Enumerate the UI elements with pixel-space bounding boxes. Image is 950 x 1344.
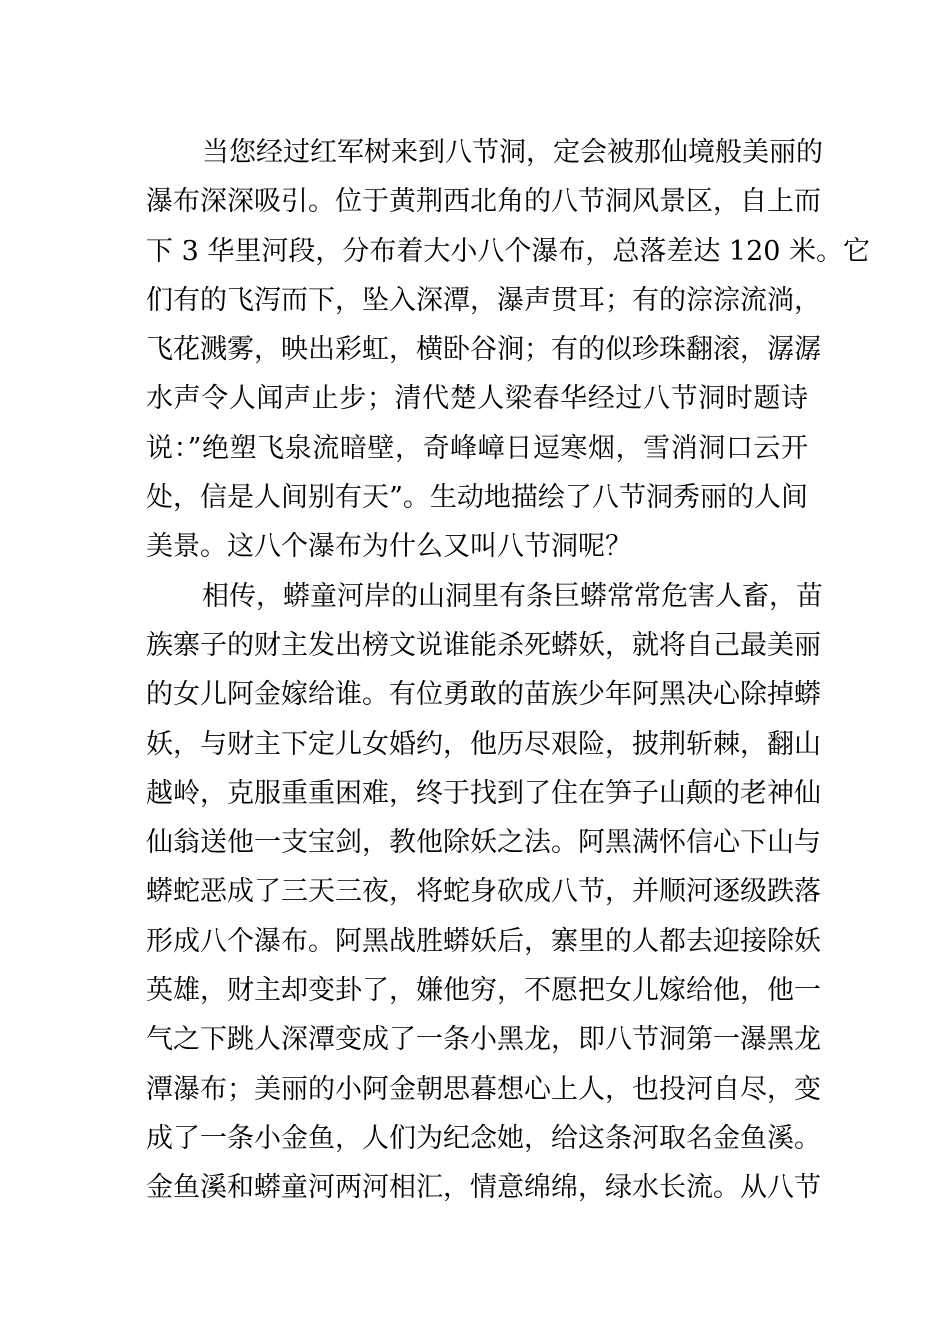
text-line: 气之下跳人深潭变成了一条小黑龙，即八节洞第一瀑黑龙 — [146, 1024, 821, 1056]
body-text — [146, 128, 871, 1213]
text-line: 瀑布深深吸引。位于黄荆西北角的八节洞风景区，自上而 — [146, 186, 821, 218]
text-line: 金鱼溪和蟒童河两河相汇，情意绵绵，绿水长流。从八节 — [146, 1172, 821, 1204]
text-line: 妖，与财主下定儿女婚约，他历尽艰险，披荆斩棘，翻山 — [146, 728, 821, 760]
text-line: 相传，蟒童河岸的山洞里有条巨蟒常常危害人畜，苗 — [202, 580, 823, 612]
text-line: 说：”绝塑飞泉流暗壁，奇峰嶂日逗寒烟，雪消洞口云开 — [146, 432, 808, 464]
text-line: 形成八个瀑布。阿黑战胜蟒妖后，寨里的人都去迎接除妖 — [146, 925, 821, 957]
text-line: 水声令人闻声止步；清代楚人梁春华经过八节洞时题诗 — [146, 383, 808, 415]
text-line: 处，信是人间别有天”。生动地描绘了八节洞秀丽的人间 — [146, 482, 808, 514]
text-line: 越岭，克服重重困难，终于找到了住在笋子山颠的老神仙 — [146, 777, 821, 809]
text-line: 飞花溅雾，映出彩虹，横卧谷涧；有的似珍珠翻滚，潺潺 — [146, 334, 821, 366]
text-line: 下 3 华里河段，分布着大小八个瀑布，总落差达 120 米。它 — [146, 235, 871, 267]
text-line: 英雄，财主却变卦了，嫌他穷，不愿把女儿嫁给他，他一 — [146, 975, 821, 1007]
text-line: 族寨子的财主发出榜文说谁能杀死蟒妖，就将自己最美丽 — [146, 629, 821, 661]
text-line: 仙翁送他一支宝剑，教他除妖之法。阿黑满怀信心下山与 — [146, 827, 821, 859]
text-line: 美景。这八个瀑布为什么又叫八节洞呢？ — [146, 531, 632, 563]
text-line: 潭瀑布；美丽的小阿金朝思暮想心上人，也投河自尽，变 — [146, 1073, 821, 1105]
text-line: 蟒蛇恶成了三天三夜，将蛇身砍成八节，并顺河逐级跌落 — [146, 876, 821, 908]
text-line: 们有的飞泻而下，坠入深潭，瀑声贯耳；有的淙淙流淌， — [146, 284, 821, 316]
text-line: 成了一条小金鱼，人们为纪念她，给这条河取名金鱼溪。 — [146, 1122, 821, 1154]
text-line: 的女儿阿金嫁给谁。有位勇敢的苗族少年阿黑决心除掉蟒 — [146, 679, 821, 711]
text-line: 当您经过红军树来到八节洞，定会被那仙境般美丽的 — [202, 137, 823, 168]
